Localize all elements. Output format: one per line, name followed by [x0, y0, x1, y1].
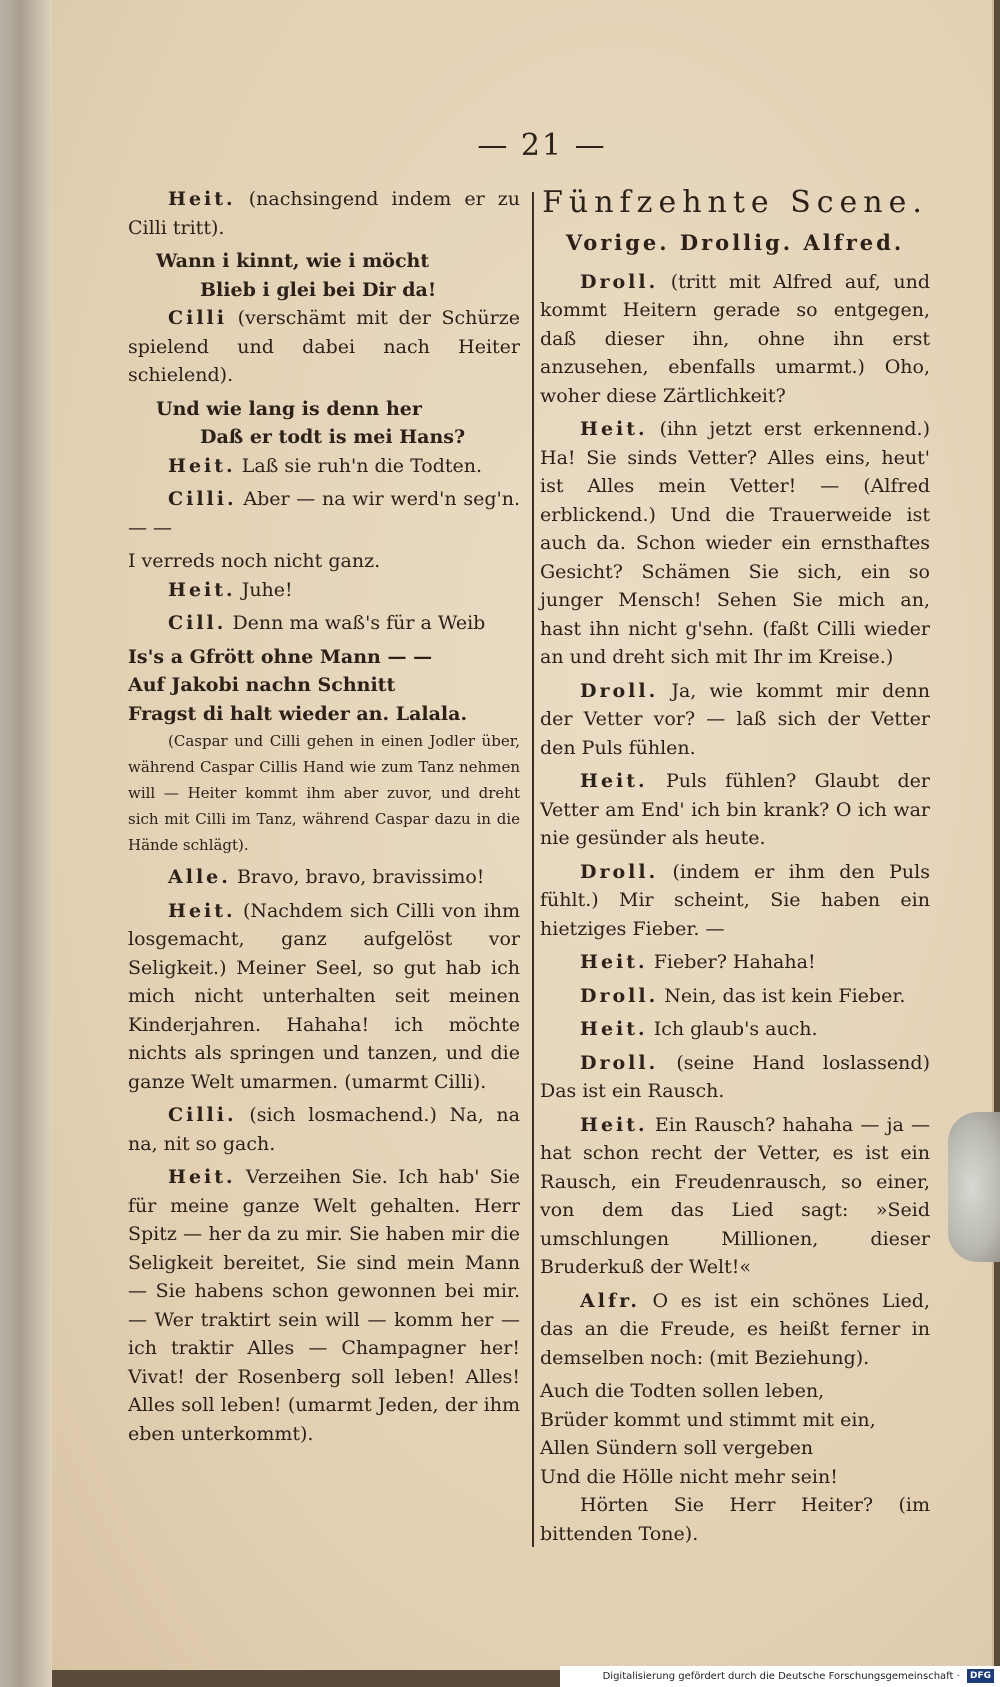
speech-text: Ich glaub's auch. — [653, 1018, 818, 1040]
speaker-name: Alle. — [168, 866, 231, 888]
dialogue-paragraph — [540, 1015, 930, 1044]
speaker-name: Heit. — [580, 951, 648, 973]
speech-text: (seine Hand loslassend) Das ist ein Rausch. — [540, 1051, 930, 1102]
column-divider — [532, 192, 534, 1547]
speech-text: Ja, wie kommt mir denn der Vetter vor? — laß sich der Vetter den Puls fühlen. — [540, 679, 930, 759]
stage-direction: (Caspar und Cilli gehen in einen Jodler über, während Caspar Cillis Hand wie zum Tanz nehmen will — Heiter kommt ihm aber zuvor, und dreht sich mit Cilli im Tanz, während Caspar dazu in die Hände schlägt). — [128, 732, 520, 854]
speaker-name: Cilli. — [168, 1104, 237, 1126]
dialogue-paragraph — [128, 1101, 520, 1158]
speaker-name: Heit. — [580, 1018, 648, 1040]
speech-text: Juhe! — [241, 578, 293, 601]
verse-line: Daß er todt is mei Hans? — [200, 426, 466, 448]
speech-text: Puls fühlen? Glaubt der Vetter am End' ich bin krank? O ich war nie gesünder als heute. — [540, 770, 931, 849]
speaker-name: Heit. — [580, 418, 648, 440]
speech-text: O es ist ein schönes Lied, das an die Freude, es heißt ferner in demselben noch: (mit Beziehung). — [540, 1289, 930, 1369]
speaker-name: Heit. — [168, 578, 236, 601]
dialogue-paragraph — [128, 609, 520, 638]
verse-line: Auch die Todten sollen leben, — [540, 1380, 825, 1402]
speech-text: Laß sie ruh'n die Todten. — [241, 454, 483, 477]
scanner-thumb — [948, 1112, 1000, 1262]
dialogue-paragraph — [540, 1049, 930, 1106]
dialogue-paragraph — [128, 1163, 520, 1448]
dialogue-paragraph — [540, 982, 930, 1011]
speech-text: Ein Rausch? hahaha — ja — hat schon recht der Vetter, es ist ein Rausch, ein Freudenrausch, so einer, von dem das Lied sagt: »Seid umschlungen Millionen, dieser Bruderkuß der Welt!« — [540, 1113, 930, 1278]
dialogue-paragraph — [128, 863, 520, 892]
speech-text: Nein, das ist kein Fieber. — [664, 984, 906, 1007]
speech-text: (sich losmachend.) Na, na na, nit so gach. — [128, 1104, 520, 1155]
scene-heading: Fünfzehnte Scene. — [542, 185, 928, 220]
speaker-name: Alfr. — [580, 1289, 641, 1312]
verse-line: Fragst di halt wieder an. Lalala. — [128, 702, 468, 725]
dialogue-paragraph — [128, 576, 520, 605]
dialogue-paragraph — [540, 858, 930, 944]
dialogue-paragraph — [128, 452, 520, 481]
speech-text: Aber — na wir werd'n seg'n. — — — [128, 488, 521, 539]
speech-text: Fieber? Hahaha! — [653, 951, 816, 973]
left-text-column — [128, 185, 520, 1453]
speaker-name: Heit. — [168, 454, 236, 477]
verse-line: Allen Sündern soll vergeben — [540, 1437, 814, 1459]
speaker-name: Droll. — [580, 270, 659, 293]
right-text-blocks — [540, 268, 930, 1549]
footer-text: Digitalisierung gefördert durch die Deutsche Forschungsgemeinschaft · — [602, 1671, 960, 1682]
right-text-column — [540, 185, 930, 1553]
dialogue-paragraph — [540, 1287, 930, 1373]
speaker-name: Heit. — [580, 1113, 648, 1136]
book-binding — [0, 0, 52, 1687]
dialogue-paragraph — [128, 304, 520, 390]
speaker-name: Droll. — [580, 984, 659, 1007]
speaker-name: Droll. — [580, 679, 659, 702]
scene-cast: Vorige. Drollig. Alfred. — [565, 230, 905, 255]
dialogue-paragraph — [540, 767, 930, 853]
dialogue-paragraph — [128, 897, 520, 1097]
speaker-name: Droll. — [580, 1051, 659, 1074]
dfg-logo: DFG — [967, 1669, 994, 1683]
speech-text: (ihn jetzt erst erkennend.) Ha! Sie sinds Vetter? Alles eins, heut' ist Alles mein Vetter! — (Alfred erblickend.) Und die Trauerweide ist auch da. Schon wieder ein ernsthaftes Gesicht? Schämen Sie sich, ein so junger Mensch! Sehen Sie mich an, hast ihn nicht g'sehn. (faßt Cilli wieder an und dreht sich mit Ihr im Kreise.) — [540, 418, 930, 668]
verse-line: Is's a Gfrött ohne Mann — — — [128, 645, 433, 668]
verse-line: Und wie lang is denn her — [156, 397, 422, 420]
speech-text: (verschämt mit der Schürze spielend und dabei nach Heiter schielend). — [128, 307, 520, 386]
speaker-name: Heit. — [168, 188, 236, 210]
speaker-name: Droll. — [580, 860, 659, 883]
dialogue-paragraph — [128, 485, 520, 542]
speech-text: Verzeihen Sie. Ich hab' Sie für meine ganze Welt gehalten. Herr Spitz — her da zu mir. Sie haben mir die Seligkeit bereitet, Sie sind mein Mann — Sie habens schon gewonnen bei mir. — Wer traktirt sein will — komm her — ich traktir Alles — Champagner her! Vivat! der Rosenberg soll leben! Alles! Alles soll leben! (umarmt Jeden, der ihm eben unterkommt). — [128, 1166, 520, 1445]
dialogue-paragraph — [540, 948, 930, 977]
verse-line: Blieb i glei bei Dir da! — [200, 278, 437, 301]
dialogue-paragraph — [128, 185, 520, 242]
verse-line: Auf Jakobi nachn Schnitt — [128, 674, 396, 696]
speech-text: Hörten Sie Herr Heiter? (im bittenden Tone). — [540, 1494, 930, 1545]
verse-line: I verreds noch nicht ganz. — [128, 550, 381, 572]
speech-text: (Nachdem sich Cilli von ihm losgemacht, ganz aufgelöst vor Seligkeit.) Meiner Seel, so gut hab ich mich nicht unterhalten seit meinen Kinderjahren. Hahaha! ich möchte nichts als springen und tanzen, und die ganze Welt umarmen. (umarmt Cilli). — [128, 899, 520, 1093]
dialogue-paragraph — [540, 1491, 930, 1548]
verse-line: Brüder kommt und stimmt mit ein, — [540, 1408, 876, 1431]
dialogue-paragraph — [540, 415, 930, 672]
dialogue-paragraph — [540, 268, 930, 411]
page-number: — 21 — — [477, 128, 607, 163]
digitization-footer — [560, 1666, 1000, 1687]
speech-text: (tritt mit Alfred auf, und kommt Heitern gerade so entgegen, daß dieser ihn, ohne ihn erst anzusehen, ebenfalls umarmt.) Oho, woher diese Zärtlichkeit? — [540, 270, 930, 407]
speaker-name: Heit. — [168, 1166, 236, 1188]
speech-text: Denn ma waß's für a Weib — [232, 612, 486, 634]
speaker-name: Heit. — [580, 770, 648, 792]
verse-line: Und die Hölle nicht mehr sein! — [540, 1465, 838, 1488]
verse-line: Wann i kinnt, wie i möcht — [156, 250, 430, 272]
speaker-name: Cilli. — [168, 488, 237, 510]
dialogue-paragraph — [540, 677, 930, 763]
speaker-name: Cill. — [168, 612, 227, 634]
speaker-name: Cilli — [168, 307, 227, 329]
dialogue-paragraph — [540, 1111, 930, 1282]
speech-text: (nachsingend indem er zu Cilli tritt). — [128, 188, 520, 239]
speech-text: (indem er ihm den Puls fühlt.) Mir scheint, Sie haben ein hietziges Fieber. — — [540, 860, 930, 940]
speech-text: Bravo, bravo, bravissimo! — [236, 866, 485, 888]
speaker-name: Heit. — [168, 899, 236, 922]
